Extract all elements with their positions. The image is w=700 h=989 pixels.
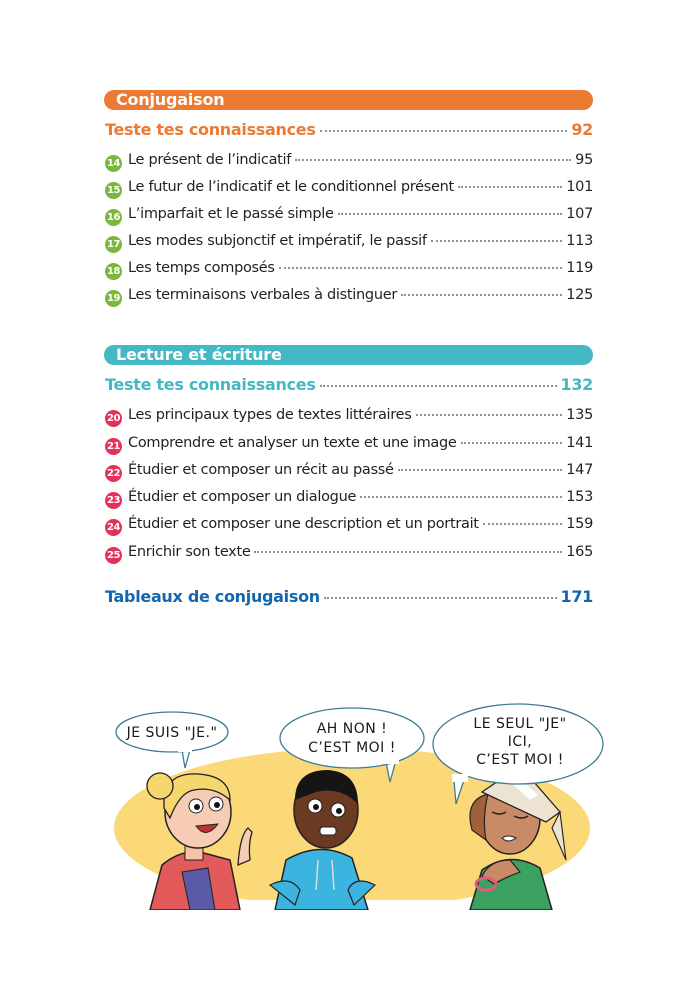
toc-page-number: 171 <box>560 587 593 606</box>
toc-label: Le présent de l’indicatif <box>128 152 292 168</box>
toc-entry-19[interactable] <box>105 287 593 309</box>
toc-label: Teste tes connaissances <box>105 120 316 139</box>
chapter-number-badge: 20 <box>105 410 122 427</box>
toc-label: Étudier et composer un dialogue <box>128 489 357 505</box>
chapter-number-badge: 24 <box>105 519 122 536</box>
chapter-number-badge: 19 <box>105 290 122 307</box>
toc-label: Comprendre et analyser un texte et une image <box>128 435 457 451</box>
toc-entry-teste-conjugaison[interactable] <box>105 120 593 142</box>
toc-label: L’imparfait et le passé simple <box>128 206 334 222</box>
chapter-number-badge: 18 <box>105 263 122 280</box>
toc-entry-20[interactable] <box>105 407 593 429</box>
toc-entry-tableaux-conjugaison[interactable] <box>105 587 593 609</box>
speech-text-2-line1: AH NON ! <box>316 721 388 737</box>
dot-leader <box>320 130 568 132</box>
speech-text-1: JE SUIS "JE." <box>126 725 218 741</box>
dot-leader <box>431 240 563 242</box>
dot-leader <box>324 597 557 599</box>
toc-page-number: 132 <box>560 375 593 394</box>
chapter-number-badge: 17 <box>105 236 122 253</box>
toc-entry-22[interactable] <box>105 462 593 484</box>
dot-leader <box>416 414 563 416</box>
toc-entry-teste-lecture[interactable] <box>105 375 593 397</box>
section-header-lecture-ecriture: Lecture et écriture <box>104 345 593 365</box>
chapter-number-badge: 23 <box>105 492 122 509</box>
dot-leader <box>338 213 563 215</box>
chapter-number-badge: 16 <box>105 209 122 226</box>
toc-page-number: 147 <box>566 462 593 478</box>
toc-label: Les modes subjonctif et impératif, le passif <box>128 233 427 249</box>
toc-label: Les principaux types de textes littéraires <box>128 407 412 423</box>
dot-leader <box>483 523 563 525</box>
cartoon-scene <box>90 700 610 910</box>
toc-entry-23[interactable] <box>105 489 593 511</box>
cartoon-illustration <box>90 700 610 910</box>
toc-page-number: 153 <box>566 489 593 505</box>
toc-label: Étudier et composer un récit au passé <box>128 462 394 478</box>
toc-entry-25[interactable] <box>105 544 593 566</box>
toc-entry-24[interactable] <box>105 516 593 538</box>
toc-page-number: 119 <box>566 260 593 276</box>
toc-entry-21[interactable] <box>105 435 593 457</box>
toc-label: Enrichir son texte <box>128 544 251 560</box>
chapter-number-badge: 14 <box>105 155 122 172</box>
toc-entry-16[interactable] <box>105 206 593 228</box>
toc-page-number: 165 <box>566 544 593 560</box>
section-header-conjugaison: Conjugaison <box>104 90 593 110</box>
toc-page-number: 95 <box>575 152 593 168</box>
speech-text-2-line2: C’EST MOI ! <box>308 740 396 756</box>
toc-entry-14[interactable] <box>105 152 593 174</box>
toc-page-number: 159 <box>566 516 593 532</box>
toc-label: Les terminaisons verbales à distinguer <box>128 287 397 303</box>
toc-page-number: 141 <box>566 435 593 451</box>
toc-label: Étudier et composer une description et un portrait <box>128 516 479 532</box>
toc-label: Teste tes connaissances <box>105 375 316 394</box>
dot-leader <box>320 385 557 387</box>
toc-entry-18[interactable] <box>105 260 593 282</box>
toc-page-number: 113 <box>566 233 593 249</box>
toc-page-number: 135 <box>566 407 593 423</box>
dot-leader <box>398 469 563 471</box>
toc-label: Les temps composés <box>128 260 275 276</box>
chapter-number-badge: 15 <box>105 182 122 199</box>
dot-leader <box>254 551 562 553</box>
chapter-number-badge: 25 <box>105 547 122 564</box>
toc-page-number: 101 <box>566 179 593 195</box>
speech-text-3-line1: LE SEUL "JE" <box>473 716 567 732</box>
toc-page-number: 92 <box>571 120 593 139</box>
speech-text-3-line3: C’EST MOI ! <box>476 752 564 768</box>
dot-leader <box>461 442 563 444</box>
dot-leader <box>279 267 563 269</box>
dot-leader <box>295 159 571 161</box>
chapter-number-badge: 21 <box>105 438 122 455</box>
dot-leader <box>458 186 562 188</box>
toc-label: Le futur de l’indicatif et le conditionnel présent <box>128 179 454 195</box>
toc-entry-15[interactable] <box>105 179 593 201</box>
toc-page-number: 125 <box>566 287 593 303</box>
toc-entry-17[interactable] <box>105 233 593 255</box>
chapter-number-badge: 22 <box>105 465 122 482</box>
toc-page-number: 107 <box>566 206 593 222</box>
dot-leader <box>401 294 562 296</box>
toc-label: Tableaux de conjugaison <box>105 587 320 606</box>
speech-text-3-line2: ICI, <box>507 734 533 750</box>
dot-leader <box>360 496 562 498</box>
